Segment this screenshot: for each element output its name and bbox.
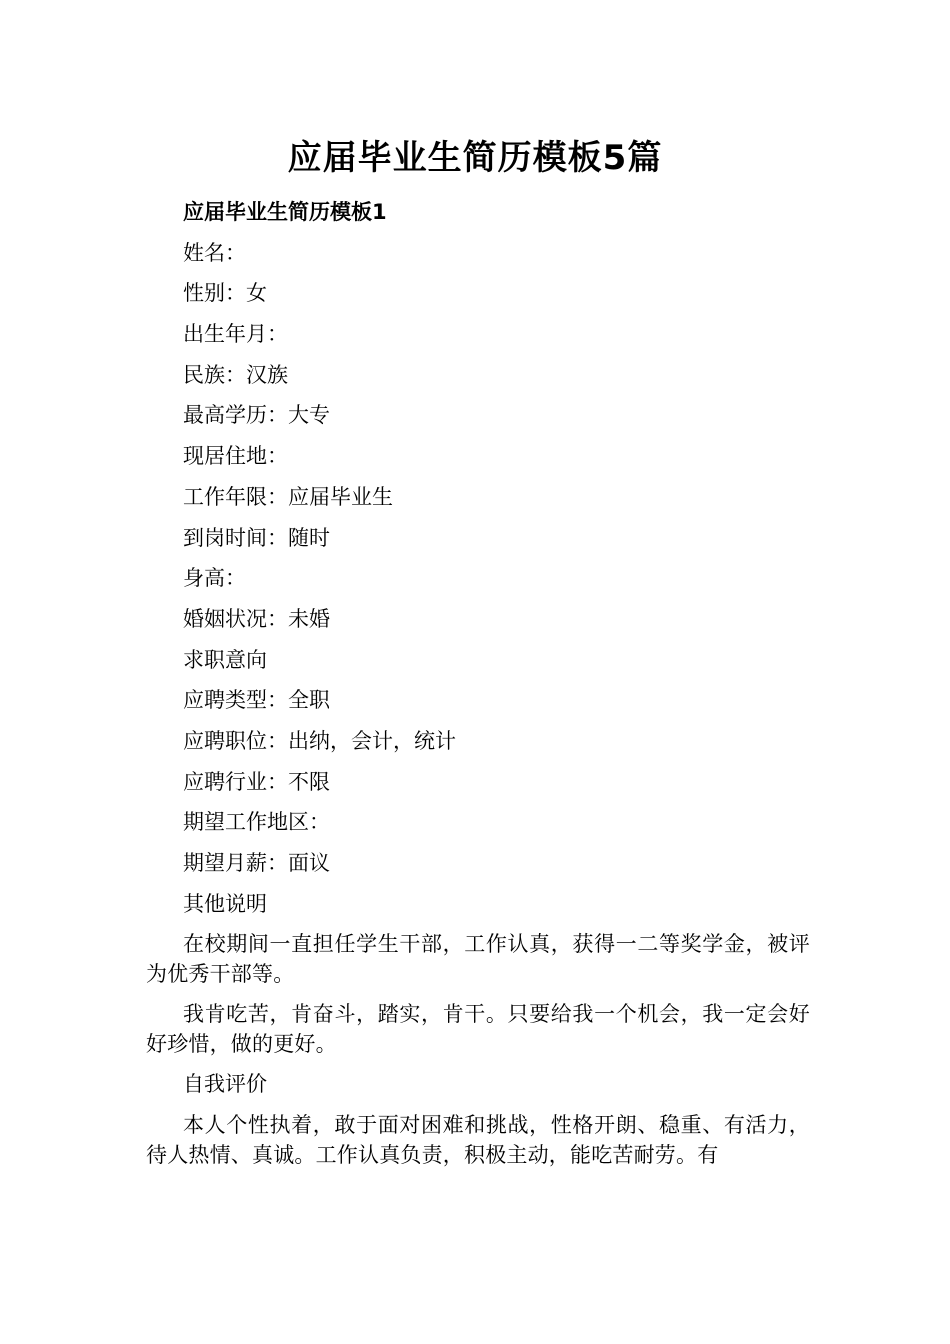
field-gender: 性别：女 (183, 281, 267, 306)
field-education: 最高学历：大专 (183, 403, 330, 428)
field-marital-status: 婚姻状况：未婚 (183, 606, 330, 631)
subheading-other-notes: 其他说明 (183, 891, 267, 916)
section-heading: 应届毕业生简历模板1 (183, 200, 387, 224)
field-job-position: 应聘职位：出纳，会计，统计 (183, 728, 456, 753)
field-job-type: 应聘类型：全职 (183, 688, 330, 713)
paragraph-attitude: 我肯吃苦，肯奋斗，踏实，肯干。只要给我一个机会，我一定会好好珍惜，做的更好。 (146, 1002, 810, 1057)
paragraph-school-experience: 在校期间一直担任学生干部，工作认真，获得一二等奖学金，被评为优秀干部等。 (146, 932, 810, 987)
field-work-years: 工作年限：应届毕业生 (183, 484, 393, 509)
document-title: 应届毕业生简历模板5篇 (287, 138, 663, 178)
subheading-self-evaluation: 自我评价 (183, 1072, 267, 1097)
field-name: 姓名： (183, 240, 246, 265)
field-industry: 应聘行业：不限 (183, 769, 330, 794)
field-residence: 现居住地： (183, 444, 288, 469)
field-birth-date: 出生年月： (183, 322, 288, 347)
field-height: 身高： (183, 566, 246, 591)
field-start-date: 到岗时间：随时 (183, 525, 330, 550)
field-work-region: 期望工作地区： (183, 810, 330, 835)
field-salary: 期望月薪：面议 (183, 851, 330, 875)
field-ethnicity: 民族：汉族 (183, 362, 288, 387)
subheading-job-intention: 求职意向 (183, 647, 267, 672)
paragraph-self-evaluation: 本人个性执着，敢于面对困难和挑战，性格开朗、稳重、有活力，待人热情、真诚。工作认真负责，积极主动，能吃苦耐劳。有 (146, 1113, 810, 1168)
document-body (146, 197, 810, 1180)
